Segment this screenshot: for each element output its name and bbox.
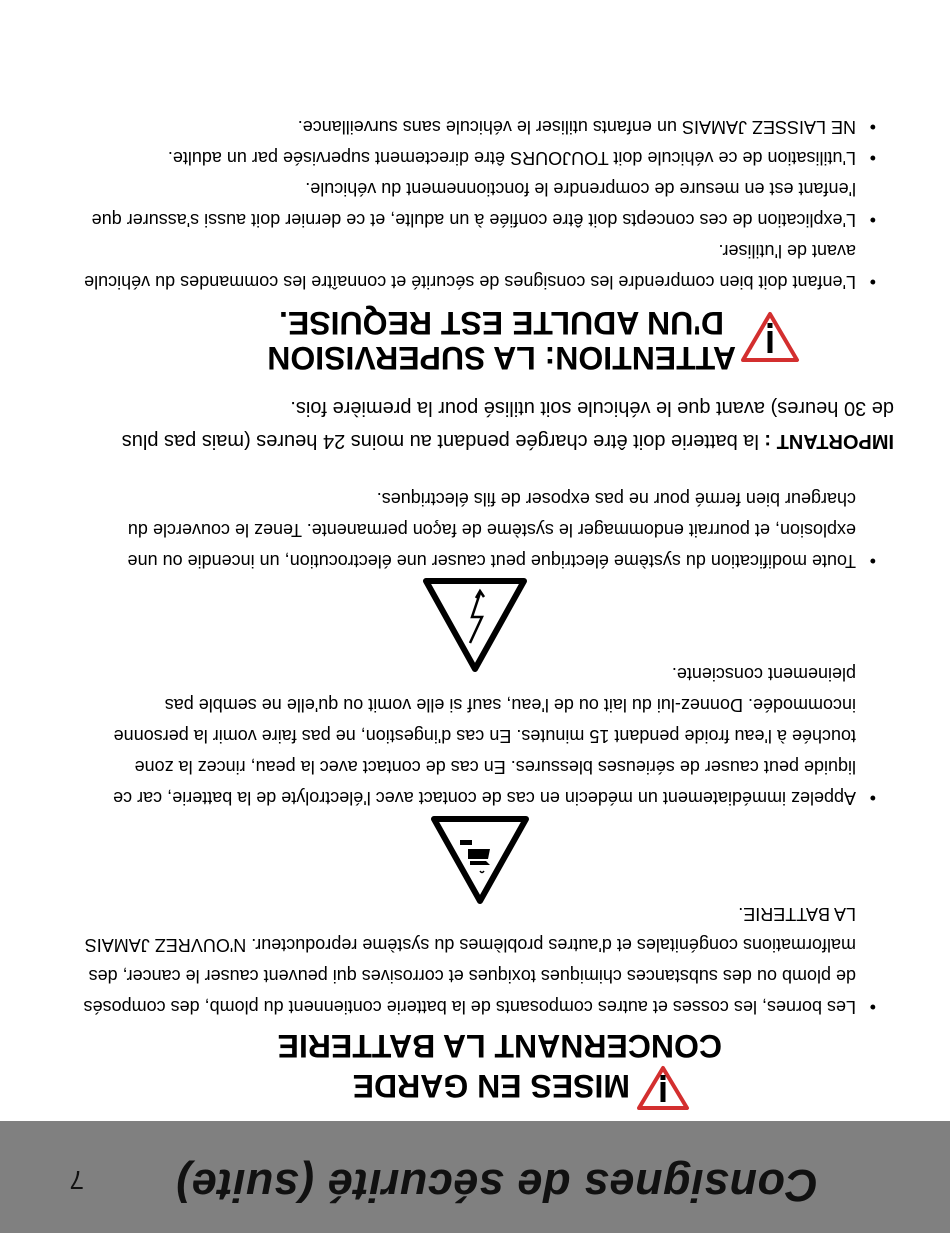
warning-exclamation-icon [636, 1065, 690, 1111]
page-title: Consignes de sécurité (suite) [175, 1160, 818, 1211]
battery-bullet-lead: • Les bornes, les cosses et autres composants de la batterie contiennent du plomb, des composés de plomb ou des substances chimiques toxiques et corrosives qui peuvent causer le cancer, des malformations congénitales et d'autres problèmes du système reproducteur. N'OUVREZ JAMAIS LA BATTERIE. [74, 898, 874, 1022]
battery-bullet-list-3 [74, 483, 874, 576]
battery-title-line2: CONCERNANT LA BATTERIE [277, 1028, 722, 1064]
electric-shock-icon [422, 577, 528, 673]
battery-bullet-list-1 [74, 898, 874, 1022]
supervision-title-line2: D'UN ADULTE EST REQUISE. [279, 305, 724, 341]
important-text: la batterie doit être chargée pendant au moins 24 heures (mais pas plus de 30 heures) avant que le véhicule soit utilisé pour la première fois. [121, 397, 894, 452]
supervision-section-title [267, 340, 736, 375]
battery-bullet-electrolyte: • Appelez immédiatement un médecin en cas de contact avec l'électrolyte de la batterie, car ce liquide peut causer de sérieuses blessures. En cas de contact avec la peau, rincez la zone touchée à l'eau froide pendant 15 minutes. En cas d'ingestion, ne pas faire vomir la personne incommodée. Donnez-lui du lait ou de l'eau, sauf si elle vomit ou qu'elle ne semble pas pleinement consciente. [74, 658, 874, 813]
battery-bullet-electrical: • Toute modification du système électrique peut causer une électrocution, un incendie ou une explosion, et pourrait endommager le système de façon permanente. Tenez le couvercle du chargeur bien fermé pour ne pas exposer de fils électriques. [74, 483, 874, 576]
battery-section-title-2 [278, 1028, 722, 1063]
supervision-bullet-4: • NE LAISSEZ JAMAIS un enfants utiliser le véhicule sans surveillance. [74, 111, 874, 142]
supervision-title-line1: ATTENTION: LA SUPERVISION [267, 340, 736, 376]
battery-bullet-list-2 [74, 658, 874, 813]
page-number: 7 [69, 1165, 84, 1195]
battery-title-line1: MISES EN GARDE [352, 1068, 630, 1104]
important-note [94, 391, 894, 457]
supervision-bullet-1: • L'enfant doit bien comprendre les consignes de sécurité et connaître les commandes du véhicule avant de l'utiliser. [74, 235, 874, 297]
corrosive-hazard-icon [430, 815, 530, 905]
supervision-bullet-2: • L'explication de ces concepts doit être confiée à un adulte, et ce dernier doit aussi s'assurer que l'enfant est en mesure de comprendre le fonctionnement du véhicule. [74, 173, 874, 235]
battery-section-title [353, 1068, 630, 1103]
supervision-bullet-3: • L'utilisation de ce véhicule doit TOUJOURS être directement supervisée par un adulte. [74, 142, 874, 173]
supervision-bullet-list [74, 111, 874, 297]
important-label: IMPORTANT : [764, 430, 894, 452]
warning-exclamation-icon [740, 311, 800, 363]
header-band [0, 1121, 950, 1233]
supervision-section-title-2 [279, 305, 724, 340]
